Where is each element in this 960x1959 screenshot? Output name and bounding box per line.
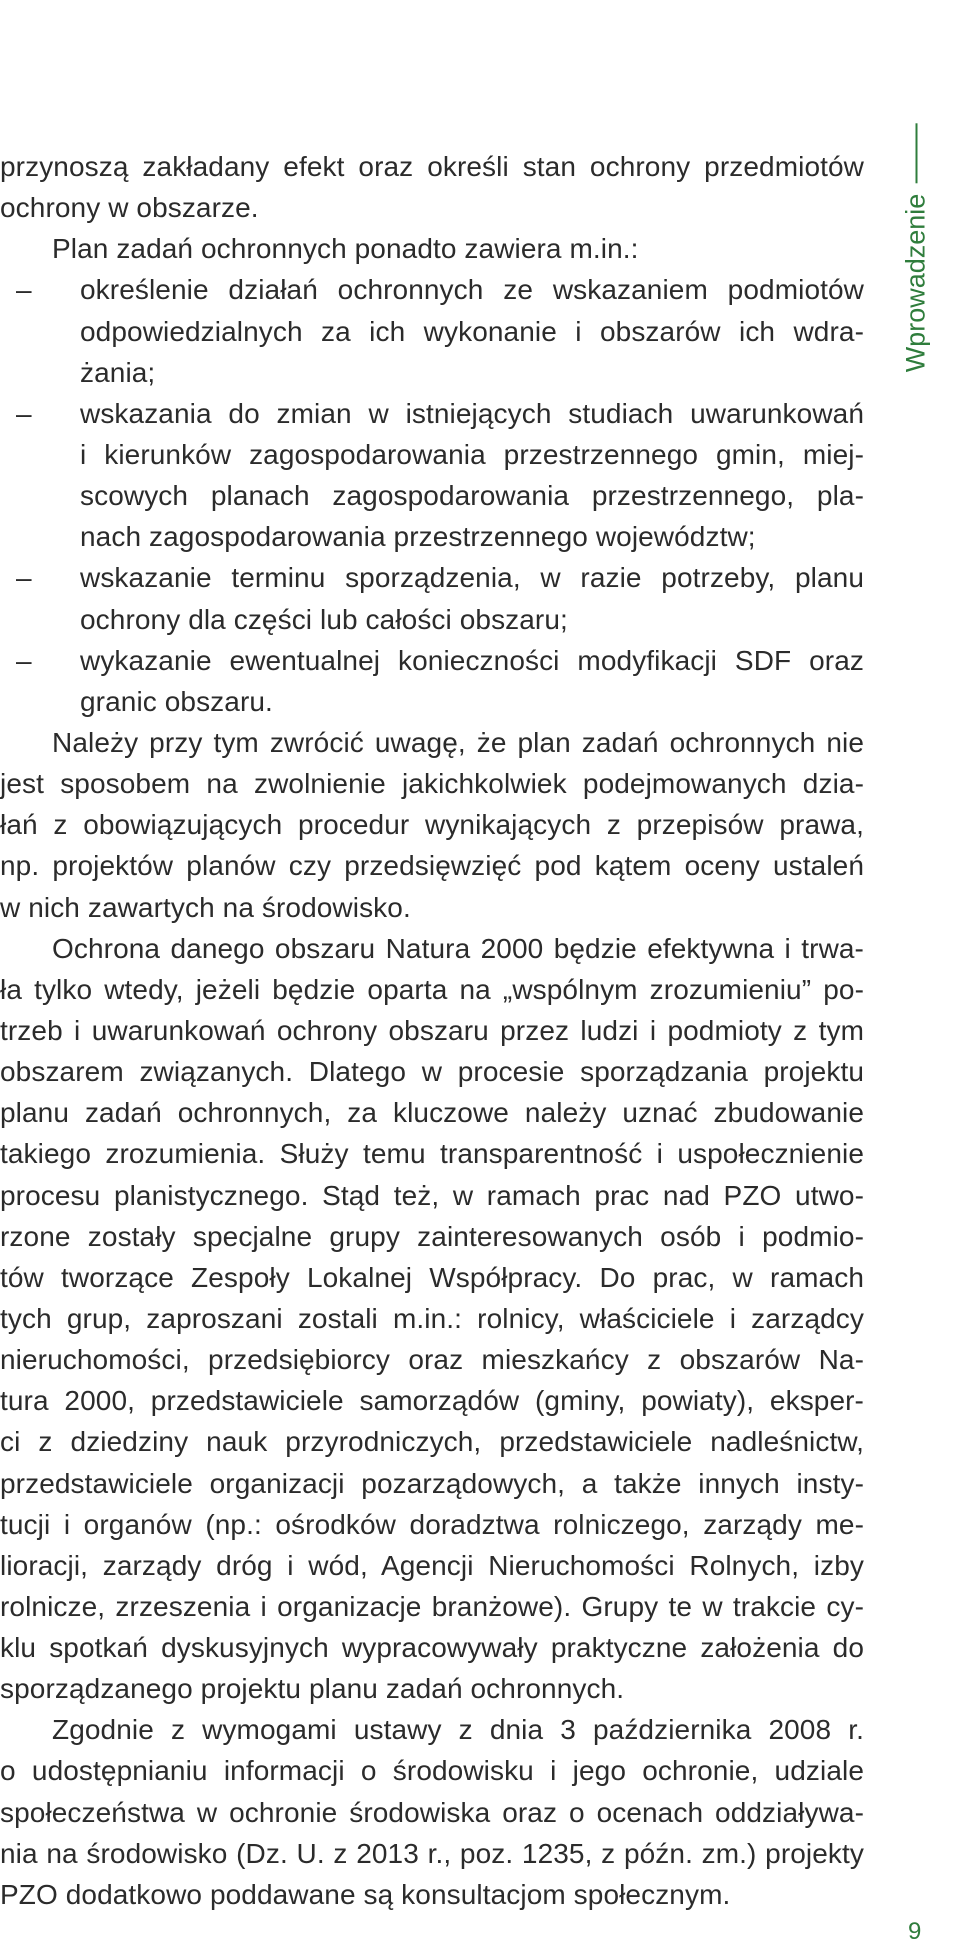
text-line — [0, 1709, 864, 1750]
text-line — [0, 599, 864, 640]
text-line — [0, 516, 864, 557]
line-text: łań z obowiązujących procedur wynikających z przepisów prawa, — [0, 809, 864, 841]
line-text: nieruchomości, przedsiębiorcy oraz mieszkańcy z obszarów Na- — [0, 1344, 864, 1376]
line-text: w nich zawartych na środowisko. — [0, 891, 411, 923]
line-text: wykazanie ewentualnej konieczności modyfikacji SDF oraz — [80, 644, 864, 676]
line-text: przynoszą zakładany efekt oraz określi stan ochrony przedmiotów — [0, 151, 864, 182]
line-text: żania; — [80, 356, 156, 388]
text-line — [0, 352, 864, 393]
text-line — [0, 187, 864, 228]
text-line — [0, 1668, 864, 1709]
line-text: takiego zrozumienia. Służy temu transparentność i uspołecznienie — [0, 1138, 864, 1170]
text-line — [0, 1545, 864, 1586]
text-line — [0, 887, 864, 928]
line-text: granic obszaru. — [80, 685, 273, 717]
text-line — [0, 1750, 864, 1791]
line-text: o udostępnianiu informacji o środowisku i jego ochronie, udziale — [0, 1755, 864, 1787]
line-text: lioracji, zarządy dróg i wód, Agencji Nieruchomości Rolnych, izby — [0, 1549, 864, 1581]
text-line — [0, 1339, 864, 1380]
text-line — [0, 1874, 864, 1915]
line-text: społeczeństwa w ochronie środowiska oraz o ocenach oddziaływa- — [0, 1796, 864, 1828]
line-text: sporządzanego projektu planu zadań ochronnych. — [0, 1673, 625, 1705]
line-text: klu spotkań dyskusyjnych wypracowywały praktyczne założenia do — [0, 1632, 864, 1664]
line-text: wskazania do zmian w istniejących studiach uwarunkowań — [80, 397, 864, 429]
line-text: Należy przy tym zwrócić uwagę, że plan zadań ochronnych nie — [52, 726, 864, 758]
section-title: Wprowadzenie — [900, 193, 931, 373]
list-item-line — [0, 393, 864, 434]
text-line — [0, 928, 864, 969]
text-line — [0, 1586, 864, 1627]
text-line — [0, 1092, 864, 1133]
text-line — [0, 969, 864, 1010]
line-text: PZO dodatkowo poddawane są konsultacjom społecznym. — [0, 1878, 731, 1910]
line-text: ochrony w obszarze. — [0, 192, 259, 224]
page-number: 9 — [908, 1918, 922, 1945]
line-text: tów tworzące Zespoły Lokalnej Współpracy. Do prac, w ramach — [0, 1261, 864, 1293]
line-text: przedstawiciele organizacji pozarządowych, a także innych insty- — [0, 1467, 864, 1499]
text-line — [0, 1380, 864, 1421]
line-text: określenie działań ochronnych ze wskazaniem podmiotów — [80, 274, 864, 306]
text-line — [0, 1463, 864, 1504]
text-line — [0, 1627, 864, 1668]
text-line — [0, 146, 864, 187]
line-text: ochrony dla części lub całości obszaru; — [80, 603, 568, 635]
list-item-line — [0, 557, 864, 598]
text-line — [0, 722, 864, 763]
text-line — [0, 1133, 864, 1174]
line-text: ci z dziedziny nauk przyrodniczych, przedstawiciele nadleśnictw, — [0, 1426, 864, 1458]
text-line — [0, 311, 864, 352]
text-line — [0, 1010, 864, 1051]
text-line — [0, 845, 864, 886]
list-dash-icon: – — [16, 644, 32, 676]
list-dash-icon: – — [16, 397, 32, 429]
line-text: scowych planach zagospodarowania przestrzennego, pla- — [80, 480, 864, 512]
section-rule — [915, 124, 917, 184]
body-text — [0, 146, 864, 1915]
line-text: odpowiedzialnych za ich wykonanie i obszarów ich wdra- — [80, 315, 864, 347]
list-dash-icon: – — [16, 274, 32, 306]
section-tab — [901, 124, 932, 373]
line-text: procesu planistycznego. Stąd też, w ramach prac nad PZO utwo- — [0, 1179, 864, 1211]
line-text: tucji i organów (np.: ośrodków doradztwa rolniczego, zarządy me- — [0, 1508, 864, 1540]
list-item-line — [0, 640, 864, 681]
text-line — [0, 1216, 864, 1257]
line-text: jest sposobem na zwolnienie jakichkolwiek podejmowanych dzia- — [0, 768, 864, 800]
line-text: np. projektów planów czy przedsięwzięć pod kątem oceny ustaleń — [0, 850, 864, 882]
list-item-line — [0, 269, 864, 310]
line-text: trzeb i uwarunkowań ochrony obszaru przez ludzi i podmioty z tym — [0, 1014, 864, 1046]
line-text: wskazanie terminu sporządzenia, w razie potrzeby, planu — [80, 562, 864, 594]
line-text: tych grup, zaproszani zostali m.in.: rolnicy, właściciele i zarządcy — [0, 1302, 864, 1334]
text-line — [0, 1833, 864, 1874]
text-line — [0, 804, 864, 845]
text-line — [0, 681, 864, 722]
line-text: i kierunków zagospodarowania przestrzennego gmin, miej- — [80, 438, 864, 470]
line-text: planu zadań ochronnych, za kluczowe należy uznać zbudowanie — [0, 1097, 864, 1129]
line-text: obszarem związanych. Dlatego w procesie sporządzania projektu — [0, 1056, 864, 1088]
line-text: tura 2000, przedstawiciele samorządów (gminy, powiaty), eksper- — [0, 1385, 864, 1417]
line-text: nach zagospodarowania przestrzennego województw; — [80, 521, 756, 553]
line-text: ła tylko wtedy, jeżeli będzie oparta na „wspólnym zrozumieniu” po- — [0, 973, 864, 1005]
line-text: Plan zadań ochronnych ponadto zawiera m.in.: — [52, 233, 639, 265]
text-line — [0, 1051, 864, 1092]
line-text: Ochrona danego obszaru Natura 2000 będzie efektywna i trwa- — [52, 932, 864, 964]
text-line — [0, 1792, 864, 1833]
text-line — [0, 1257, 864, 1298]
line-text: Zgodnie z wymogami ustawy z dnia 3 października 2008 r. — [52, 1714, 864, 1746]
text-line — [0, 1421, 864, 1462]
list-dash-icon: – — [16, 562, 32, 594]
text-line — [0, 1298, 864, 1339]
text-line — [0, 763, 864, 804]
text-line — [0, 434, 864, 475]
text-line — [0, 475, 864, 516]
text-line — [0, 1504, 864, 1545]
line-text: rolnicze, zrzeszenia i organizacje branżowe). Grupy te w trakcie cy- — [0, 1590, 864, 1622]
text-line — [0, 228, 864, 269]
line-text: rzone zostały specjalne grupy zainteresowanych osób i podmio- — [0, 1220, 864, 1252]
text-line — [0, 1175, 864, 1216]
line-text: nia na środowisko (Dz. U. z 2013 r., poz. 1235, z późn. zm.) projekty — [0, 1837, 864, 1869]
